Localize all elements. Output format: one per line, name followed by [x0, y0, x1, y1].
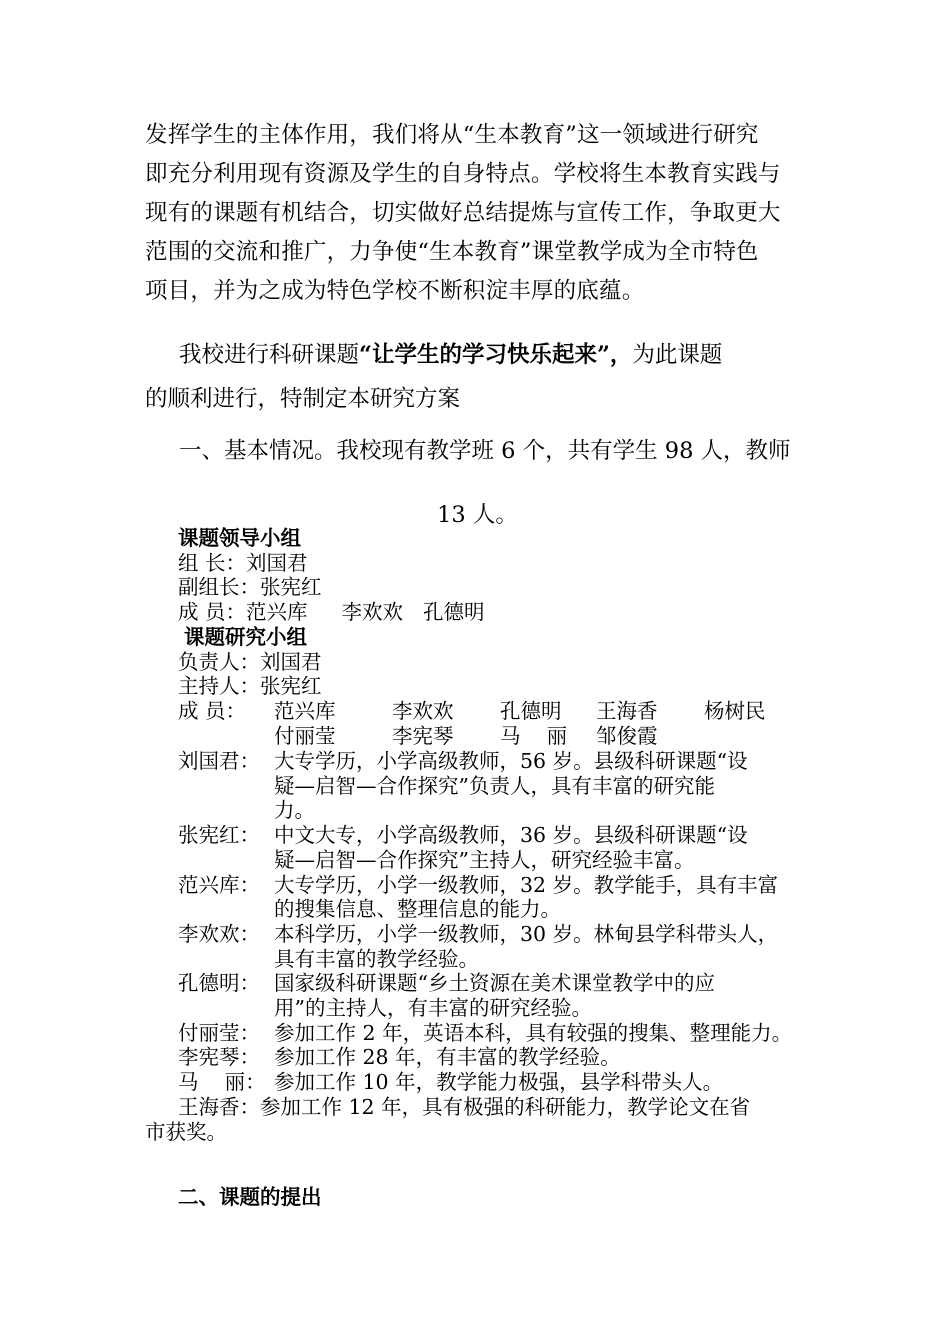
bio-line: 市获奖。: [145, 1119, 227, 1144]
basic-situation: [145, 429, 810, 537]
bio-desc: [274, 922, 823, 971]
intro-paragraph: [145, 116, 810, 311]
intro-line: 即充分利用现有资源及学生的自身特点。学校将生本教育实践与: [145, 161, 781, 187]
lead-group-heading: 课题领导小组: [178, 526, 301, 550]
research-member: 李欢欢: [392, 699, 454, 724]
topic-line-2: 的顺利进行，特制定本研究方案: [145, 386, 461, 412]
topic-title: “让学生的学习快乐起来”，: [359, 342, 633, 368]
lead-group: [178, 526, 818, 625]
bio-entry: [178, 971, 823, 1020]
bio-line: 力。: [274, 798, 315, 823]
research-member: 王海香: [596, 699, 658, 724]
bio-entry: [178, 922, 823, 971]
intro-line: 发挥学生的主体作用，我们将从“生本教育”这一领域进行研究: [145, 122, 759, 148]
lead-members-label: 成 员：: [178, 600, 247, 625]
basic-line-1: 一、基本情况。我校现有教学班 6 个，共有学生 98 人，教师: [179, 438, 791, 464]
bio-desc: [274, 1045, 823, 1070]
research-members-row-1: [178, 699, 818, 724]
section-heading: 二、课题的提出: [178, 1185, 322, 1209]
research-member: 马 丽: [500, 723, 568, 748]
research-group-host: 主持人：张宪红: [178, 674, 322, 699]
bio-desc: [274, 873, 823, 922]
bio-desc: [274, 1021, 823, 1046]
bio-line: 参加工作 10 年，教学能力极强，县学科带头人。: [274, 1070, 724, 1095]
bio-entry: [178, 1045, 823, 1070]
research-group: [178, 625, 818, 749]
bio-desc: [274, 1070, 823, 1095]
bio-line: 本科学历，小学一级教师，30 岁。林甸县学科带头人，: [274, 921, 779, 946]
bio-line: 王海香：参加工作 12 年，具有极强的科研能力，教学论文在省: [178, 1094, 751, 1119]
bio-entry: [178, 823, 823, 872]
bio-name: 马 丽：: [178, 1070, 266, 1095]
lead-group-leader: 组 长：刘国君: [178, 550, 308, 575]
research-member: 邹俊霞: [596, 723, 658, 748]
research-member: 付丽莹: [274, 723, 336, 748]
bio-line: 大专学历，小学高级教师，56 岁。县级科研课题“设: [274, 749, 748, 773]
bio-name: 孔德明：: [178, 971, 260, 996]
intro-line: 项目，并为之成为特色学校不断积淀丰厚的底蕴。: [145, 278, 645, 304]
research-group-responsible: 负责人：刘国君: [178, 649, 322, 674]
bio-line: 参加工作 2 年，英语本科，具有较强的搜集、整理能力。: [274, 1020, 793, 1045]
bio-line: 疑—启智—合作探究”主持人，研究经验丰富。: [274, 847, 695, 872]
topic-suffix: 为此课题: [632, 342, 723, 368]
research-members-label: 成 员：: [178, 699, 247, 724]
bio-entry: [178, 1021, 823, 1046]
research-member: 李宪琴: [392, 723, 454, 748]
lead-member: 范兴库: [246, 600, 308, 625]
lead-group-deputy: 副组长：张宪红: [178, 575, 322, 600]
bio-line: 用”的主持人，有丰富的研究经验。: [274, 996, 592, 1021]
bio-entry: [178, 1070, 823, 1095]
research-group-heading: 课题研究小组: [184, 625, 307, 649]
member-bios: [145, 749, 823, 1144]
intro-line: 现有的课题有机结合，切实做好总结提炼与宣传工作，争取更大: [145, 200, 781, 226]
research-member: 孔德明: [500, 699, 562, 724]
bio-line: 参加工作 28 年，有丰富的教学经验。: [274, 1045, 621, 1070]
bio-name: 付丽莹：: [178, 1020, 260, 1045]
bio-desc: [274, 971, 823, 1020]
bio-line: 大专学历，小学一级教师，32 岁。教学能手，具有丰富: [274, 872, 779, 897]
bio-line: 国家级科研课题“乡土资源在美术课堂教学中的应: [274, 971, 715, 996]
intro-line: 范围的交流和推广，力争使“生本教育”课堂教学成为全市特色: [145, 239, 759, 265]
basic-line-2: 13 人。: [437, 502, 518, 528]
lead-group-members: [178, 600, 818, 625]
topic-prefix: 我校进行科研课题: [179, 342, 360, 368]
bio-entry: [178, 873, 823, 922]
bio-desc: [274, 749, 823, 823]
lead-member: 李欢欢: [341, 600, 404, 625]
bio-line: 具有丰富的教学经验。: [274, 946, 479, 971]
bio-entry: [178, 749, 823, 823]
topic-line: [145, 333, 810, 377]
topic-paragraph: [145, 333, 810, 421]
bio-name: 李欢欢：: [178, 921, 260, 946]
research-members-row-2: [178, 724, 818, 749]
bio-desc: [274, 823, 823, 872]
research-member: 范兴库: [274, 699, 336, 724]
bio-name: 张宪红：: [178, 823, 260, 848]
bio-line: 疑—启智—合作探究”负责人，具有丰富的研究能: [274, 773, 715, 798]
bio-name: 范兴库：: [178, 872, 260, 897]
bio-line: 中文大专，小学高级教师，36 岁。县级科研课题“设: [274, 823, 748, 848]
bio-name: 李宪琴：: [178, 1045, 260, 1070]
bio-line: 的搜集信息、整理信息的能力。: [274, 897, 561, 922]
bio-entry: [145, 1094, 823, 1144]
lead-member: 孔德明: [423, 600, 485, 625]
bio-name: 刘国君：: [178, 749, 260, 773]
research-member: 杨树民: [704, 699, 766, 724]
